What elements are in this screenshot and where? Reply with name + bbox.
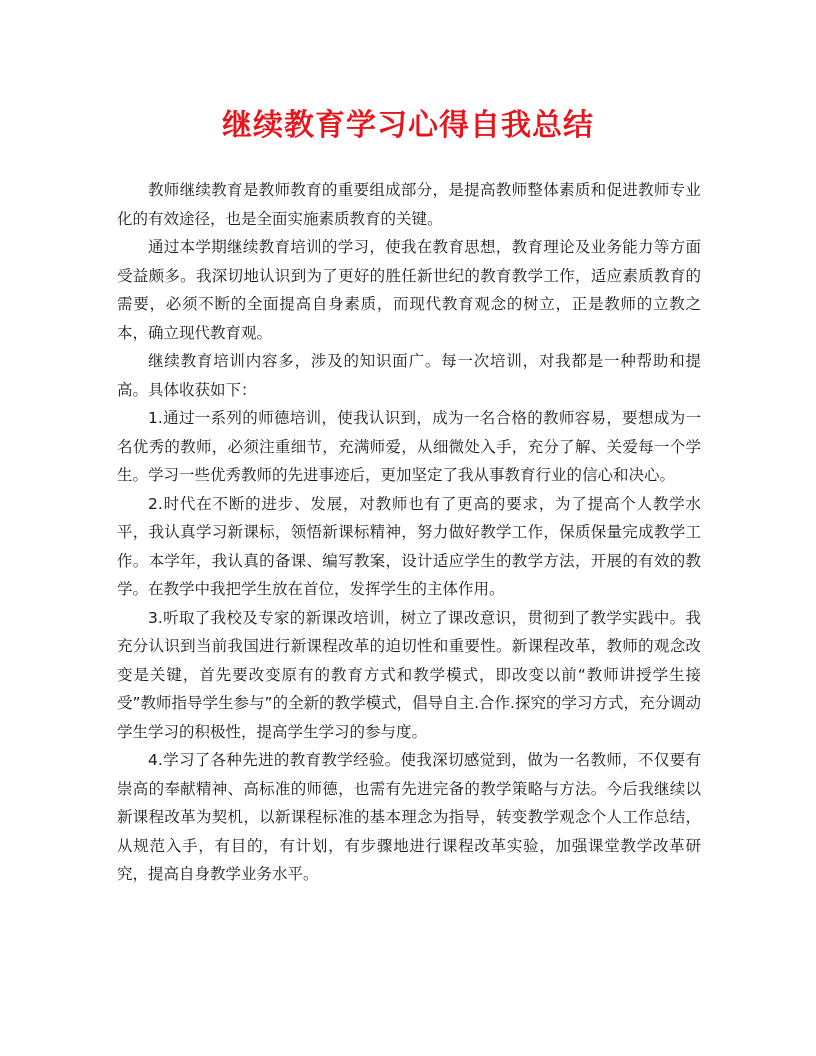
document-title: 继续教育学习心得自我总结 (222, 108, 594, 143)
paragraph-intro: 教师继续教育是教师教育的重要组成部分，是提高教师整体素质和促进教师专业化的有效途径，也是全面实施素质教育的关键。 (117, 181, 701, 228)
document-body (117, 176, 701, 889)
paragraph-item-2: 2.时代在不断的进步、发展，对教师也有了更高的要求，为了提高个人教学水平，我认真学习新课标，领悟新课标精神，努力做好教学工作，保质保量完成教学工作。本学年，我认真的备课、编写教案，设计适应学生的教学方法，开展的有效的教学。在教学中我把学生放在首位，发挥学生的主体作用。 (117, 494, 701, 598)
paragraph-training-study: 通过本学期继续教育培训的学习，使我在教育思想，教育理论及业务能力等方面受益颇多。我深切地认识到为了更好的胜任新世纪的教育教学工作，适应素质教育的需要，必须不断的全面提高自身素质，而现代教育观念的树立，正是教师的立教之本，确立现代教育观。 (117, 238, 701, 342)
paragraph-item-3: 3.听取了我校及专家的新课改培训，树立了课改意识，贯彻到了教学实践中。我充分认识到当前我国进行新课程改革的迫切性和重要性。新课程改革，教师的观念改变是关键，首先要改变原有的教育方式和教学模式，即改变以前“教师讲授学生接受”教师指导学生参与”的全新的教学模式，倡导自主.合作.探究的学习方式，充分调动学生学习的积极性，提高学生学习的参与度。 (117, 608, 701, 741)
paragraph-item-4: 4.学习了各种先进的教育教学经验。使我深切感觉到，做为一名教师，不仅要有崇高的奉献精神、高标准的师德，也需有先进完备的教学策略与方法。今后我继续以新课程改革为契机，以新课程标准的基本理念为指导，转变教学观念个人工作总结，从规范入手，有目的，有计划，有步骤地进行课程改革实验，加强课堂教学改革研究，提高自身教学业务水平。 (117, 751, 701, 883)
paragraph-item-1: 1.通过一系列的师德培训，使我认识到，成为一名合格的教师容易，要想成为一名优秀的教师，必须注重细节，充满师爱，从细微处入手，充分了解、关爱每一个学生。学习一些优秀教师的先进事迹后，更加坚定了我从事教育行业的信心和决心。 (117, 409, 701, 484)
paragraph-training-content: 继续教育培训内容多，涉及的知识面广。每一次培训，对我都是一种帮助和提高。具体收获如下： (117, 352, 701, 399)
